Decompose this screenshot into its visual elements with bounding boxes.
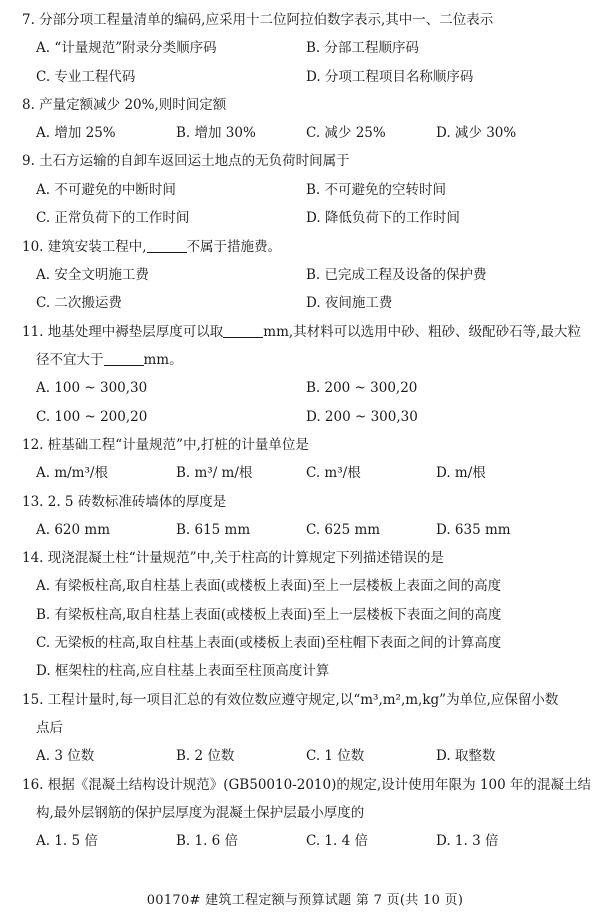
question-11-option-d: D. 200 ~ 300,30	[306, 409, 418, 425]
question-10-option-c: C. 二次搬运费	[36, 295, 122, 311]
question-16-option-c: C. 1. 4 倍	[306, 833, 368, 849]
question-11-option-b: B. 200 ~ 300,20	[306, 380, 418, 396]
answer-blank	[223, 323, 263, 338]
question-11-option-a: A. 100 ~ 300,30	[36, 380, 148, 396]
question-14-option-c: C. 无梁板的柱高,取自柱基上表面(或楼板上表面)至柱帽下表面之间的计算高度	[36, 635, 502, 651]
question-10-option-b: B. 已完成工程及设备的保护费	[306, 267, 487, 283]
question-11-stem-part3: 径不宜大于	[36, 352, 104, 368]
question-15-stem-line2: 点后	[36, 720, 63, 736]
question-16-option-b: B. 1. 6 倍	[176, 833, 239, 849]
question-8-stem: 8. 产量定额减少 20%,则时间定额	[22, 97, 227, 113]
question-9-option-b: B. 不可避免的空转时间	[306, 182, 447, 198]
question-14-option-d: D. 框架柱的柱高,应自柱基上表面至柱顶高度计算	[36, 663, 330, 679]
question-12-option-a: A. m/m³/根	[36, 465, 108, 481]
question-13-option-a: A. 620 mm	[36, 522, 110, 538]
question-8-option-c: C. 减少 25%	[306, 125, 386, 141]
question-16-option-d: D. 1. 3 倍	[436, 833, 499, 849]
question-13-option-b: B. 615 mm	[176, 522, 251, 538]
question-15-option-b: B. 2 位数	[176, 748, 235, 764]
question-13-stem: 13. 2. 5 砖数标准砖墙体的厚度是	[22, 494, 227, 510]
question-7-option-d: D. 分项工程项目名称顺序码	[306, 69, 474, 85]
question-16-stem-line2: 构,最外层钢筋的保护层厚度为混凝土保护层最小厚度的	[36, 805, 365, 821]
question-9-stem: 9. 土石方运输的自卸车返回运土地点的无负荷时间属于	[22, 153, 350, 169]
question-11-stem-part1: 11. 地基处理中褥垫层厚度可以取	[22, 324, 224, 340]
question-11-stem-line2	[36, 350, 598, 370]
question-11-option-c: C. 100 ~ 200,20	[36, 409, 148, 425]
answer-blank	[104, 351, 144, 366]
question-15-option-c: C. 1 位数	[306, 748, 365, 764]
question-12-option-b: B. m³/ m/根	[176, 465, 253, 481]
question-14-stem: 14. 现浇混凝土柱“计量规范”中,关于柱高的计算规定下列描述错误的是	[22, 550, 444, 566]
answer-blank	[147, 238, 187, 253]
question-7-option-a: A. “计量规范”附录分类顺序码	[36, 40, 217, 56]
question-14-option-a: A. 有梁板柱高,取自柱基上表面(或楼板上表面)至上一层楼板上表面之间的高度	[36, 578, 502, 594]
question-7-option-b: B. 分部工程顺序码	[306, 40, 420, 56]
question-15-option-a: A. 3 位数	[36, 748, 95, 764]
question-10-option-d: D. 夜间施工费	[306, 295, 393, 311]
question-8-option-a: A. 增加 25%	[36, 125, 116, 141]
question-15-stem: 15. 工程计量时,每一项目汇总的有效位数应遵守规定,以“m³,m²,m,kg”为单位,应保留小数	[22, 692, 559, 708]
question-8-option-b: B. 增加 30%	[176, 125, 256, 141]
question-15-option-d: D. 取整数	[436, 748, 496, 764]
question-12-stem: 12. 桩基础工程“计量规范”中,打桩的计量单位是	[22, 437, 309, 453]
page-footer: 00170# 建筑工程定额与预算试题 第 7 页(共 10 页)	[146, 893, 464, 908]
question-14-option-b: B. 有梁板柱高,取自柱基上表面(或楼板上表面)至上一层楼板下表面之间的高度	[36, 607, 502, 623]
question-13-option-c: C. 625 mm	[306, 522, 381, 538]
question-12-option-c: C. m³/根	[306, 465, 361, 481]
question-9-option-a: A. 不可避免的中断时间	[36, 182, 176, 198]
question-11-stem-part4: mm。	[143, 352, 183, 368]
question-11-stem-part2: mm,其材料可以选用中砂、粗砂、级配砂石等,最大粒	[263, 324, 581, 340]
question-8-option-d: D. 减少 30%	[436, 125, 517, 141]
question-10-option-a: A. 安全文明施工费	[36, 267, 149, 283]
question-10-stem-end: 不属于措施费。	[186, 239, 282, 255]
question-12-option-d: D. m/根	[436, 465, 486, 481]
question-7-option-c: C. 专业工程代码	[36, 69, 136, 85]
question-13-option-d: D. 635 mm	[436, 522, 511, 538]
question-11-stem	[22, 322, 598, 342]
question-10-stem	[22, 237, 598, 257]
question-9-option-c: C. 正常负荷下的工作时间	[36, 210, 190, 226]
question-16-option-a: A. 1. 5 倍	[36, 833, 98, 849]
question-16-stem: 16. 根据《混凝土结构设计规范》(GB50010-2010)的规定,设计使用年限为 100 年的混凝土结	[22, 777, 592, 793]
question-9-option-d: D. 降低负荷下的工作时间	[306, 210, 460, 226]
question-10-stem-start: 10. 建筑安装工程中,	[22, 239, 147, 255]
question-7-stem: 7. 分部分项工程量清单的编码,应采用十二位阿拉伯数字表示,其中一、二位表示	[22, 12, 494, 28]
